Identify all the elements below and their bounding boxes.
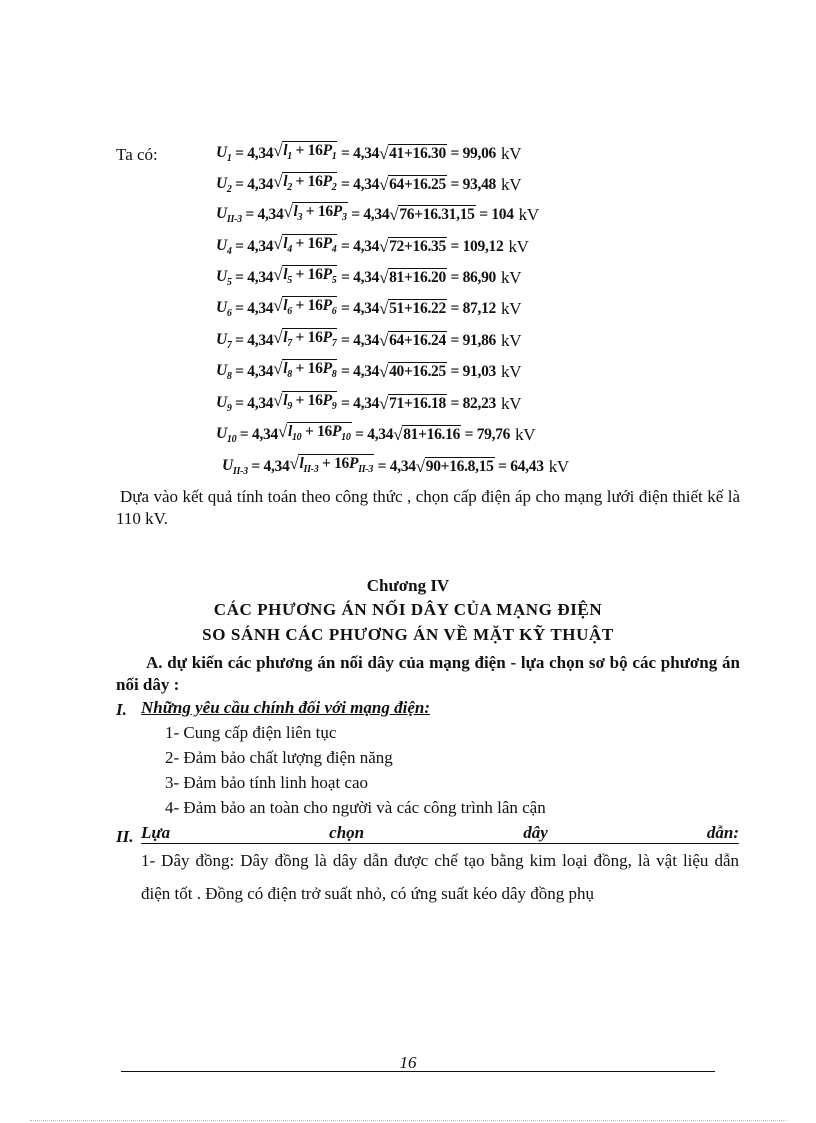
equation-coefficient: 4,34 [367, 426, 394, 443]
radical: √ $l_8 + 16P_8$ [273, 359, 337, 384]
chapter-number: Chương IV [366, 576, 450, 595]
equation-subscript: 8 [226, 371, 232, 383]
equation-row: $U_9$ = 4,34 √ $l_9 + 16P_9$ = 4,34 √ 71+16.18 = 82,23 kV [216, 392, 521, 416]
radical-values: 72+16.35 [389, 238, 446, 255]
sqrt-icon: √ [283, 202, 293, 222]
section-2-word: Lựa [141, 823, 171, 842]
equation-symbol: U [216, 143, 227, 161]
body-paragraph: 1- Dây đồng: Dây đồng là dây dẫn được chế tạo bằng kim loại đồng, là vật liệu dẫn điện tốt . Đồng có điện trở suất nhỏ, có ứng suất kéo dây đồng phụ [141, 851, 739, 903]
equation-symbol: U [216, 361, 227, 379]
section-2-word: dây [523, 823, 548, 842]
radical [379, 362, 447, 382]
equation-coefficient: 4,34 [247, 300, 274, 317]
equation-coefficient: 4,34 [263, 458, 290, 475]
equation-coefficient: 4,34 [353, 332, 380, 349]
length-subscript: 5 [287, 275, 292, 287]
sqrt-icon: √ [379, 331, 389, 350]
equation-symbol: U [216, 330, 227, 348]
coefficient-16: 16 [307, 266, 323, 284]
length-subscript: 6 [287, 306, 292, 318]
radical-values: 76+16.31,15 [399, 206, 475, 223]
radical: √ $l_6 + 16P_6$ [273, 296, 337, 321]
power-subscript: 1 [331, 151, 337, 163]
sqrt-icon: √ [273, 296, 283, 316]
requirement-item: 1- Cung cấp điện liên tục [165, 723, 337, 742]
sqrt-icon: √ [379, 362, 389, 381]
equation-result: 91,86 [462, 332, 496, 349]
power-subscript: 5 [331, 275, 337, 287]
section-2-title [141, 823, 739, 844]
length-subscript: 10 [291, 432, 302, 444]
power-subscript: II-3 [358, 464, 374, 476]
equation-lhs [216, 144, 232, 164]
section-2-word: chọn [329, 823, 365, 842]
intro-label: Ta có: [116, 145, 158, 164]
radical-values: 51+16.22 [389, 300, 446, 317]
equation-lhs [216, 175, 232, 195]
sqrt-icon: √ [273, 359, 283, 379]
radical: √ $l_3 + 16P_3$ [283, 202, 347, 227]
equation-unit: kV [518, 205, 539, 224]
equation-lhs [216, 362, 232, 382]
equation-coefficient: 4,34 [353, 363, 380, 380]
equation-unit: kV [501, 362, 522, 381]
equation-subscript: 9 [226, 403, 232, 415]
radical [379, 394, 447, 414]
power-subscript: 3 [341, 212, 347, 224]
radical [379, 144, 447, 164]
coefficient-16: 16 [317, 423, 332, 441]
sqrt-icon: √ [277, 422, 287, 442]
equation-subscript: 7 [226, 340, 232, 352]
equation-unit: kV [501, 268, 522, 287]
equation-lhs [216, 237, 232, 257]
equation-row: $U_{10}$ = 4,34 √ $l_{10} + 16P_{10}$ = 4,34 √ 81+16.16 = 79,76 kV [216, 423, 535, 447]
length-subscript: 2 [287, 182, 292, 194]
equation-coefficient: 4,34 [353, 176, 380, 193]
equation-result: 87,12 [462, 300, 496, 317]
length-subscript: 4 [287, 244, 292, 256]
equation-row: $U_{II-3}$ = 4,34 √ $l_3 + 16P_3$ = 4,34 √ 76+16.31,15 = 104 kV [216, 203, 539, 227]
equation-row: $U_4$ = 4,34 √ $l_4 + 16P_4$ = 4,34 √ 72+16.35 = 109,12 kV [216, 235, 529, 259]
equation-unit: kV [548, 457, 569, 476]
equation-symbol: U [216, 393, 227, 411]
equation-coefficient: 4,34 [257, 206, 284, 223]
equation-coefficient: 4,34 [247, 176, 274, 193]
page-edge-divider [30, 1120, 786, 1121]
radical-values: 81+16.20 [389, 269, 446, 286]
equation-row: $U_6$ = 4,34 √ $l_6 + 16P_6$ = 4,34 √ 51+16.22 = 87,12 kV [216, 297, 521, 321]
page-number: 16 [399, 1053, 417, 1072]
radical: √ $l_9 + 16P_9$ [273, 391, 337, 416]
equation-coefficient: 4,34 [353, 395, 380, 412]
coefficient-16: 16 [307, 329, 323, 347]
coefficient-16: 16 [307, 297, 323, 315]
equation-result: 109,12 [462, 238, 504, 255]
length-subscript: II-3 [303, 464, 319, 476]
equation-lhs [222, 457, 248, 477]
equation-result: 79,76 [476, 426, 511, 443]
radical [379, 331, 447, 351]
length-subscript: 3 [297, 212, 303, 224]
equation-coefficient: 4,34 [353, 238, 380, 255]
equation-row: $U_7$ = 4,34 √ $l_7 + 16P_7$ = 4,34 √ 64+16.24 = 91,86 kV [216, 329, 521, 353]
chapter-title-2: SO SÁNH CÁC PHƯƠNG ÁN VỀ MẶT KỸ THUẬT [202, 625, 614, 644]
equation-symbol: U [222, 456, 233, 474]
sqrt-icon: √ [273, 234, 283, 254]
equation-subscript: 4 [226, 246, 232, 258]
sqrt-icon: √ [289, 454, 299, 474]
equation-coefficient: 4,34 [247, 395, 274, 412]
equation-symbol: U [216, 424, 227, 442]
radical-values: 40+16.25 [389, 363, 446, 380]
equation-coefficient: 4,34 [247, 269, 274, 286]
section-1-title: Những yêu cầu chính đối với mạng điện: [141, 698, 430, 717]
equation-coefficient: 4,34 [389, 458, 416, 475]
equation-coefficient: 4,34 [247, 238, 274, 255]
equation-row: $U_5$ = 4,34 √ $l_5 + 16P_5$ = 4,34 √ 81+16.20 = 86,90 kV [216, 266, 521, 290]
conclusion-paragraph: Dựa vào kết quả tính toán theo công thức , chọn cấp điện áp cho mạng lưới điện thiết kế là 110 kV. [116, 487, 740, 528]
radical [393, 425, 461, 445]
equation-symbol: U [216, 174, 227, 192]
equation-coefficient: 4,34 [353, 300, 380, 317]
equation-lhs [216, 394, 232, 414]
equation-subscript: 2 [226, 184, 232, 196]
sqrt-icon: √ [273, 172, 283, 192]
radical-values: 64+16.24 [389, 332, 446, 349]
equation-unit: kV [501, 299, 522, 318]
equation-row: $U_8$ = 4,34 √ $l_8 + 16P_8$ = 4,34 √ 40+16.25 = 91,03 kV [216, 360, 521, 384]
radical [379, 268, 447, 288]
equation-unit: kV [501, 331, 522, 350]
coefficient-16: 16 [307, 173, 323, 191]
equation-subscript: 1 [226, 153, 232, 165]
equation-subscript: II-3 [232, 466, 248, 478]
radical-values: 64+16.25 [389, 176, 446, 193]
coefficient-16: 16 [307, 142, 323, 160]
equation-lhs [216, 299, 232, 319]
equation-unit: kV [508, 237, 529, 256]
radical [379, 175, 447, 195]
sqrt-icon: √ [379, 299, 389, 318]
equation-row: $U_1$ = 4,34 √ $l_1 + 16P_1$ = 4,34 √ 41+16.30 = 99,06 kV [216, 142, 521, 166]
length-subscript: 9 [287, 401, 292, 413]
coefficient-16: 16 [334, 455, 350, 473]
sqrt-icon: √ [379, 394, 389, 413]
equation-coefficient: 4,34 [252, 426, 278, 443]
section-2-word: dẫn: [706, 823, 739, 842]
length-subscript: 8 [287, 369, 292, 381]
equation-unit: kV [501, 144, 522, 163]
coefficient-16: 16 [307, 392, 323, 410]
equation-lhs [216, 331, 232, 351]
equation-lhs [216, 205, 242, 225]
power-subscript: 6 [331, 306, 337, 318]
length-subscript: 1 [287, 151, 292, 163]
radical: √ $l_5 + 16P_5$ [273, 265, 337, 290]
sqrt-icon: √ [379, 175, 389, 194]
length-subscript: 7 [287, 338, 292, 350]
sqrt-icon: √ [379, 144, 389, 163]
equation-symbol: U [216, 236, 227, 254]
equation-subscript: 5 [226, 277, 232, 289]
chapter-title-1: CÁC PHƯƠNG ÁN NỐI DÂY CỦA MẠNG ĐIỆN [213, 600, 603, 619]
equation-coefficient: 4,34 [247, 363, 274, 380]
power-subscript: 7 [331, 338, 337, 350]
radical: √ $l_1 + 16P_1$ [273, 141, 337, 166]
power-subscript: 8 [331, 369, 337, 381]
section-1-number: I. [116, 700, 127, 719]
radical-values: 41+16.30 [389, 145, 446, 162]
equation-coefficient: 4,34 [247, 145, 274, 162]
equation-unit: kV [501, 394, 522, 413]
power-subscript: 4 [331, 244, 337, 256]
power-subscript: 9 [331, 401, 337, 413]
coefficient-16: 16 [307, 235, 323, 253]
equation-coefficient: 4,34 [247, 332, 274, 349]
sqrt-icon: √ [273, 141, 283, 161]
power-subscript: 10 [341, 432, 351, 444]
equation-coefficient: 4,34 [353, 145, 380, 162]
equation-unit: kV [515, 425, 536, 444]
equation-result: 99,06 [462, 145, 496, 162]
radical-values: 81+16.16 [403, 426, 461, 443]
equation-result: 82,23 [462, 395, 496, 412]
power-subscript: 2 [331, 182, 337, 194]
radical: √ $l_2 + 16P_2$ [273, 172, 337, 197]
radical: √ $l_{10} + 16P_{10}$ [278, 422, 352, 447]
radical: √ $l_4 + 16P_4$ [273, 234, 337, 259]
sqrt-icon: √ [379, 268, 389, 287]
sqrt-icon: √ [393, 425, 403, 444]
equation-lhs [216, 268, 232, 288]
radical-values: 90+16.8,15 [425, 458, 494, 475]
equation-result: 64,43 [510, 458, 544, 475]
section-a-heading: A. dự kiến các phương án nối dây của mạng điện - lựa chọn sơ bộ các phương án nối dây : [116, 653, 740, 694]
sqrt-icon: √ [379, 237, 389, 256]
radical: √ $l_7 + 16P_7$ [273, 328, 337, 353]
sqrt-icon: √ [389, 205, 399, 224]
equation-unit: kV [501, 175, 522, 194]
coefficient-16: 16 [307, 360, 323, 378]
radical [416, 457, 495, 477]
sqrt-icon: √ [273, 391, 283, 411]
equation-subscript: 6 [226, 308, 232, 320]
requirement-item: 4- Đảm bảo an toàn cho người và các công trình lân cận [165, 798, 546, 817]
equation-row: $U_2$ = 4,34 √ $l_2 + 16P_2$ = 4,34 √ 64+16.25 = 93,48 kV [216, 173, 521, 197]
equation-result: 86,90 [462, 269, 496, 286]
equation-symbol: U [216, 298, 227, 316]
equation-row: $U_{II-3}$ = 4,34 √ $l_{II-3} + 16P_{II-3}$ = 4,34 √ 90+16.8,15 = 64,43 kV [222, 455, 569, 479]
coefficient-16: 16 [317, 203, 333, 221]
sqrt-icon: √ [415, 457, 425, 476]
footer-rule [121, 1071, 715, 1072]
equation-result: 91,03 [462, 363, 496, 380]
equation-subscript: 10 [226, 434, 237, 446]
radical [379, 237, 447, 257]
equation-result: 93,48 [462, 176, 496, 193]
section-2-number: II. [116, 827, 134, 846]
equation-symbol: U [216, 267, 227, 285]
sqrt-icon: √ [273, 328, 283, 348]
radical [379, 299, 447, 319]
equation-result: 104 [491, 206, 514, 223]
radical: √ $l_{II-3} + 16P_{II-3}$ [289, 454, 374, 479]
equation-symbol: U [216, 204, 227, 222]
equation-lhs [216, 425, 236, 445]
requirement-item: 2- Đảm bảo chất lượng điện năng [165, 748, 393, 767]
sqrt-icon: √ [273, 265, 283, 285]
equation-coefficient: 4,34 [363, 206, 390, 223]
equation-coefficient: 4,34 [353, 269, 380, 286]
equation-subscript: II-3 [226, 214, 242, 226]
radical-values: 71+16.18 [389, 395, 446, 412]
radical [389, 205, 475, 225]
requirement-item: 3- Đảm bảo tính linh hoạt cao [165, 773, 369, 792]
